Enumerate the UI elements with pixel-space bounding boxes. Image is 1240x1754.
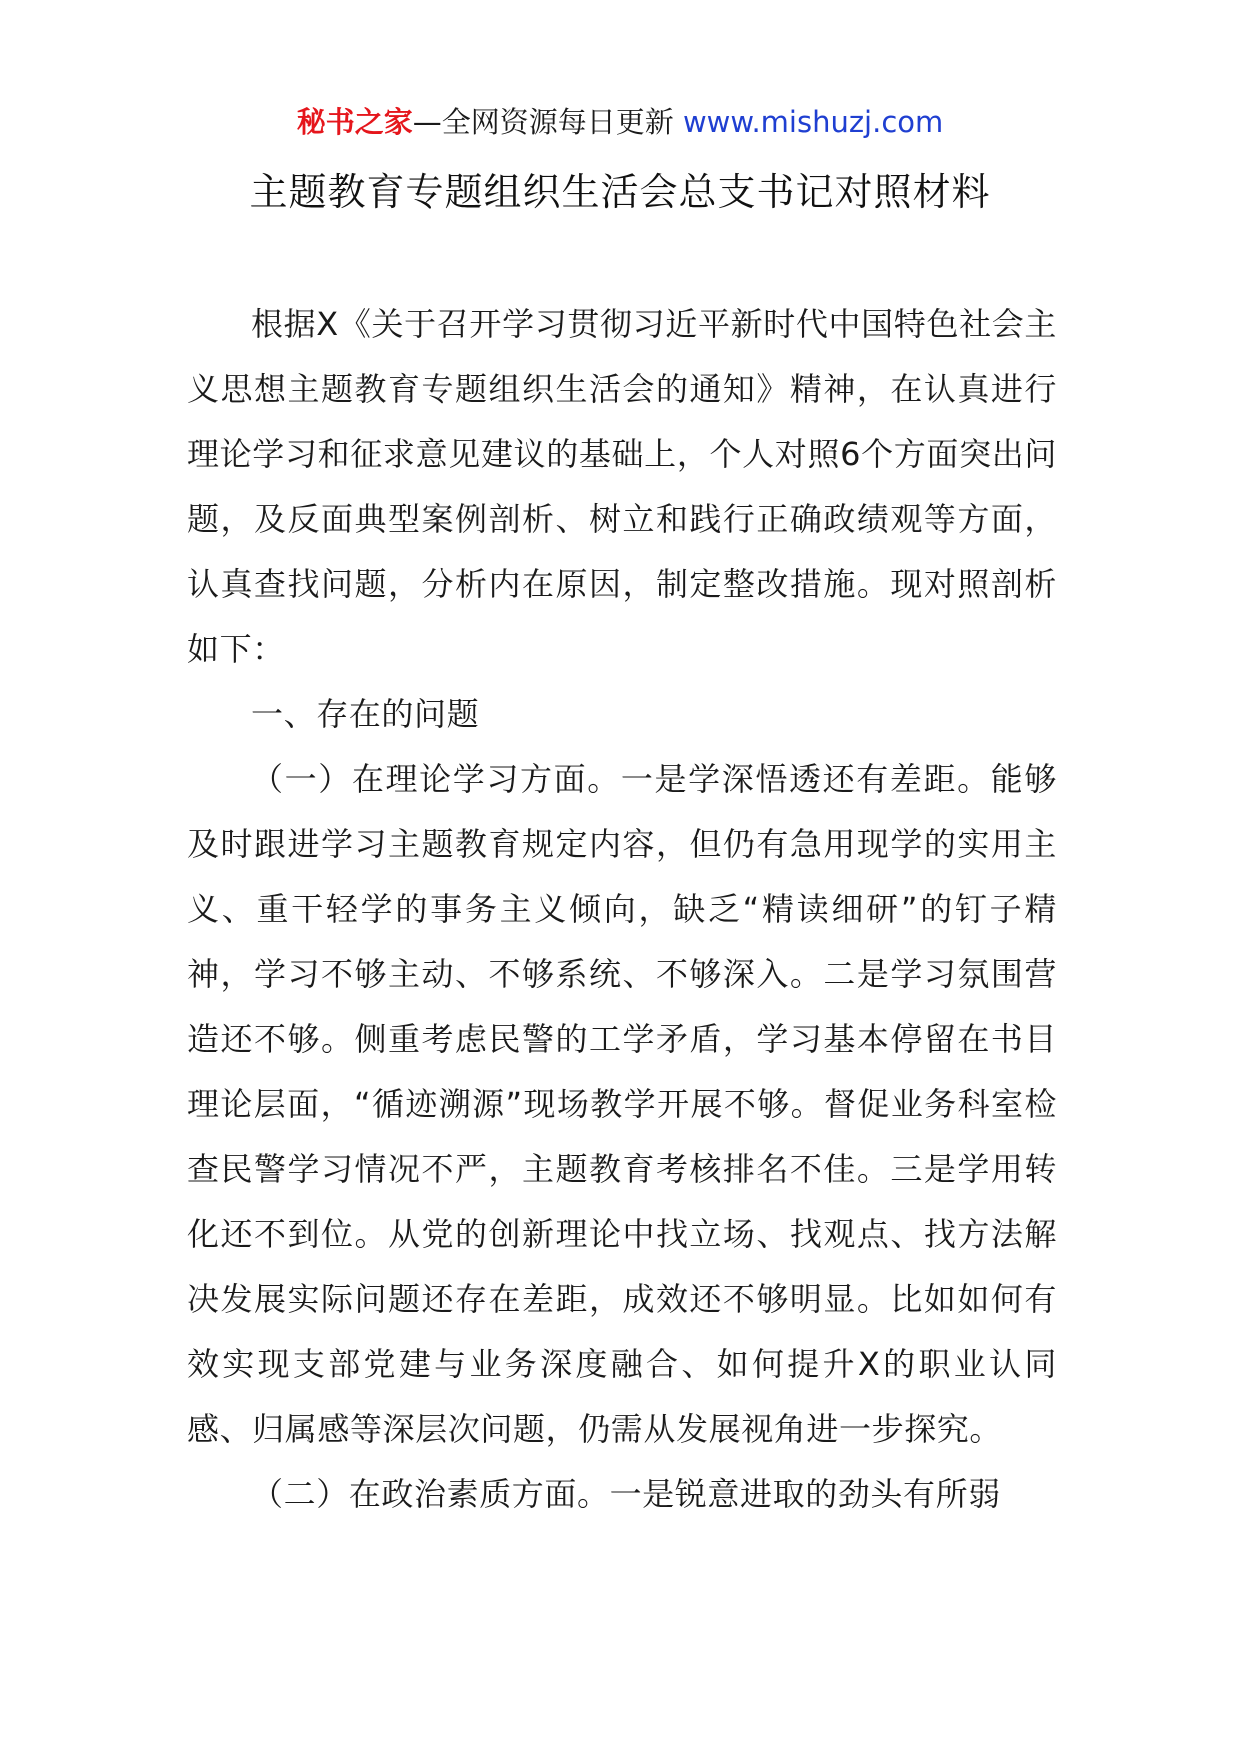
document-title: 主题教育专题组织生活会总支书记对照材料 [249,170,991,214]
site-header [0,102,1240,142]
document-body [187,292,1057,1527]
paragraph-political-quality: （二）在政治素质方面。一是锐意进取的劲头有所弱 [251,1475,1001,1513]
brand-name: 秘书之家 [296,105,413,139]
paragraph-theory-study: （一）在理论学习方面。一是学深悟透还有差距。能够及时跟进学习主题教育规定内容，但仍有急用现学的实用主义、重干轻学的事务主义倾向，缺乏“精读细研”的钉子精神，学习不够主动、不够系统、不够深入。二是学习氛围营造还不够。侧重考虑民警的工学矛盾，学习基本停留在书目理论层面，“循迹溯源”现场教学开展不够。督促业务科室检查民警学习情况不严，主题教育考核排名不佳。三是学用转化还不到位。从党的创新理论中找立场、找观点、找方法解决发展实际问题还存在差距，成效还不够明显。比如如何有效实现支部党建与业务深度融合、如何提升X的职业认同感、归属感等深层次问题，仍需从发展视角进一步探究。 [187,760,1057,1448]
section-heading: 一、存在的问题 [251,695,480,733]
header-tagline: —全网资源每日更新 [412,105,674,139]
site-url[interactable]: www.mishuzj.com [673,105,944,139]
paragraph-intro: 根据X《关于召开学习贯彻习近平新时代中国特色社会主义思想主题教育专题组织生活会的通知》精神，在认真进行理论学习和征求意见建议的基础上，个人对照6个方面突出问题，及反面典型案例剖析、树立和践行正确政绩观等方面，认真查找问题，分析内在原因，制定整改措施。现对照剖析如下： [187,305,1057,668]
